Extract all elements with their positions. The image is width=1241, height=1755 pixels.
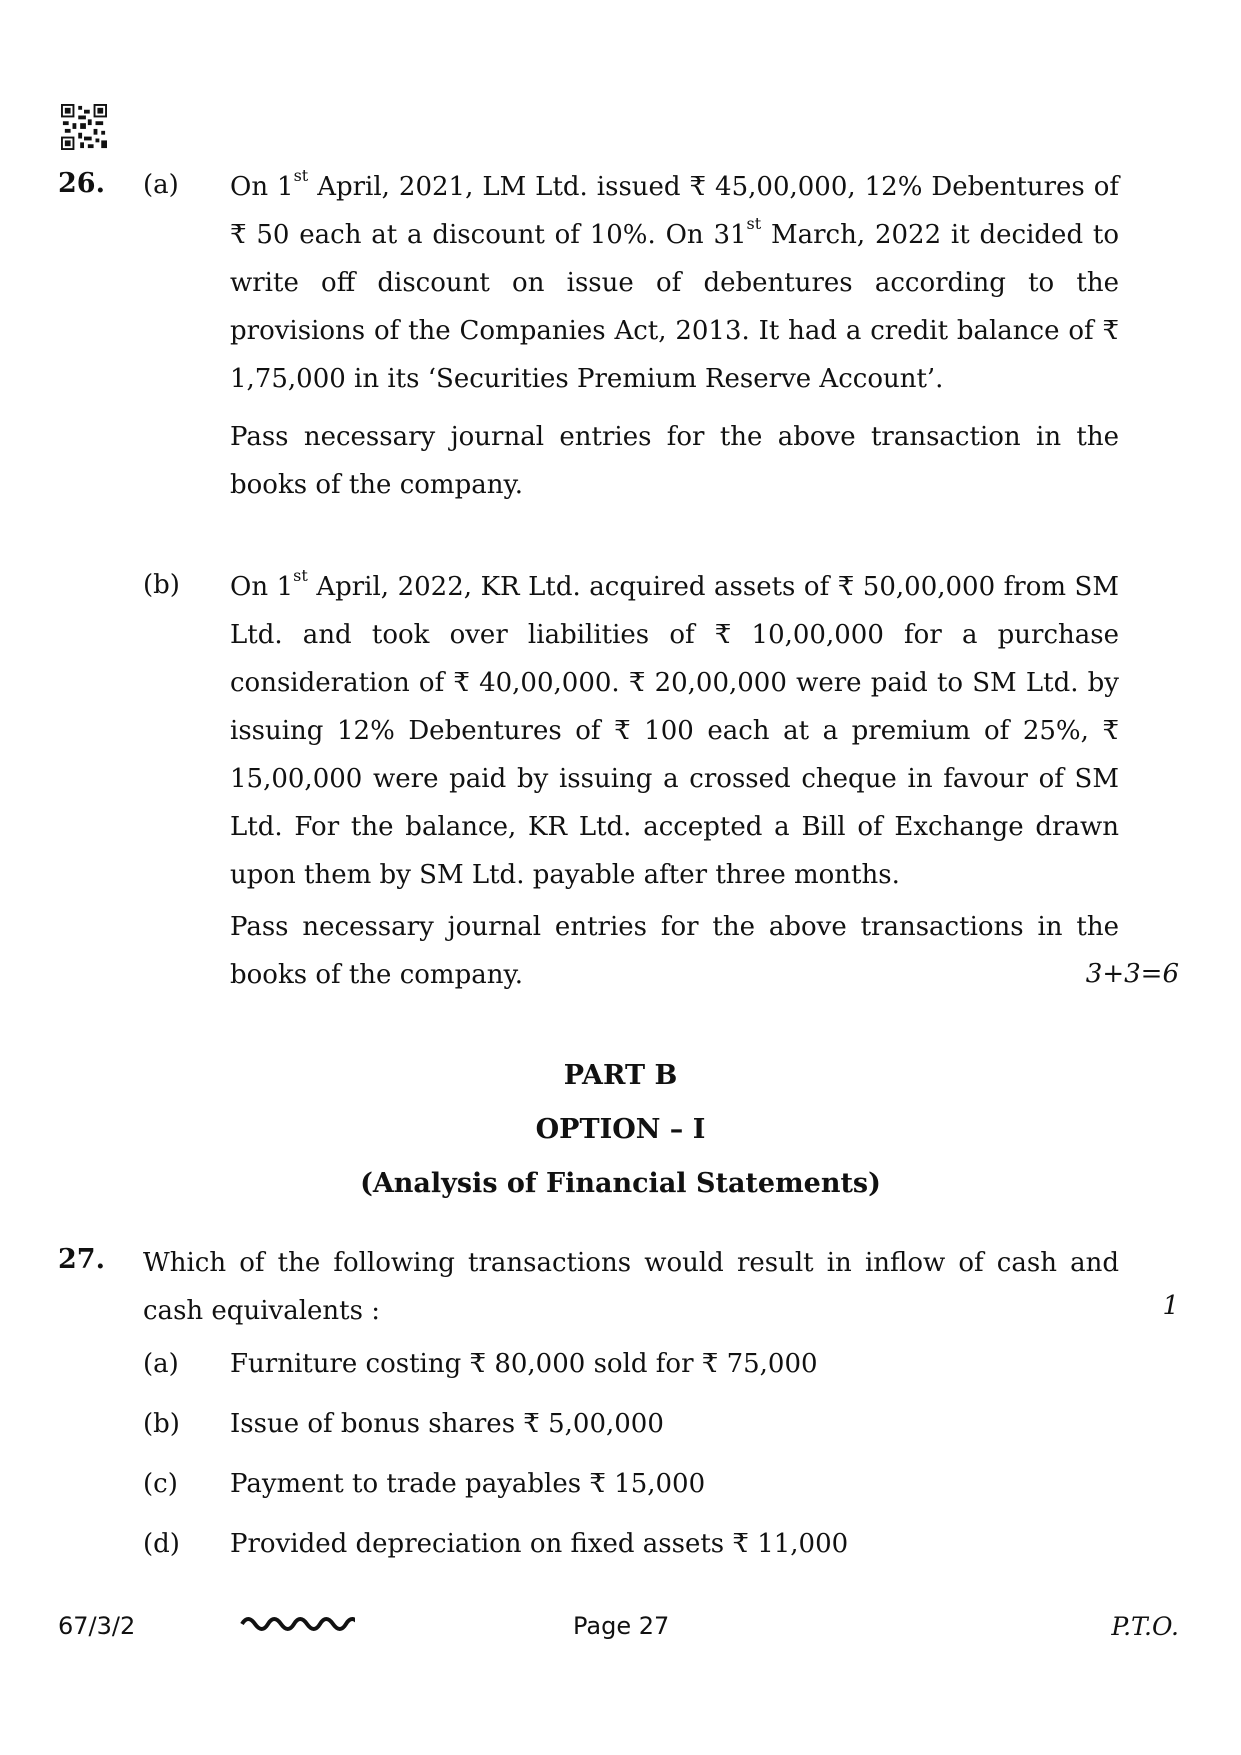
section-subtitle: (Analysis of Financial Statements) [360,1168,881,1199]
tilde-ornament-icon [240,1608,355,1638]
q26-part-b-instruction: Pass necessary journal entries for the above transactions in the books of the company. [230,912,1119,990]
q27-option-c-text: Payment to trade payables ₹ 15,000 [230,1469,706,1499]
qr-code-icon [60,104,108,150]
q26-marks: 3+3=6 [1085,959,1179,989]
q26-part-a-text: On 1st April, 2021, LM Ltd. issued ₹ 45,00,000, 12% Debentures of ₹ 50 each at a discount of 10%. On 31st March, 2022 it decided to write off discount on issue of debentures according to the provisions of the Companies Act, 2013. It had a credit balance of ₹ 1,75,000 in its ‘Securities Premium Reserve Account’. [230,166,1119,394]
question-26-number: 26. [58,168,105,199]
paper-code: 67/3/2 [58,1612,136,1640]
please-turn-over: P.T.O. [1111,1612,1179,1641]
q27-option-b-text: Issue of bonus shares ₹ 5,00,000 [230,1409,664,1439]
q27-option-b-label: (b) [143,1409,180,1439]
q26-part-b-text: On 1st April, 2022, KR Ltd. acquired assets of ₹ 50,00,000 from SM Ltd. and took over liabilities of ₹ 10,00,000 for a purchase consideration of ₹ 40,00,000. ₹ 20,00,000 were paid to SM Ltd. by issuing 12% Debentures of ₹ 100 each at a premium of 25%, ₹ 15,00,000 were paid by issuing a crossed cheque in favour of SM Ltd. For the balance, KR Ltd. accepted a Bill of Exchange drawn upon them by SM Ltd. payable after three months. [230,566,1119,890]
q26-part-b-label: (b) [143,570,180,600]
q26-part-a-instruction: Pass necessary journal entries for the above transaction in the books of the company. [230,422,1119,500]
q27-option-d-text: Provided depreciation on fixed assets ₹ 11,000 [230,1529,849,1559]
q27-question: Which of the following transactions would result in inflow of cash and cash equivalents : [143,1248,1119,1326]
q27-option-d-label: (d) [143,1529,180,1559]
option-title: OPTION – I [535,1114,706,1145]
q27-option-c-label: (c) [143,1469,178,1499]
q27-option-a-text: Furniture costing ₹ 80,000 sold for ₹ 75,000 [230,1349,818,1379]
q27-option-a-label: (a) [143,1349,179,1379]
question-27-number: 27. [58,1244,105,1275]
part-title: PART B [563,1060,678,1091]
page-number: Page 27 [573,1612,670,1640]
q26-part-a-label: (a) [143,170,179,200]
q27-marks: 1 [1162,1291,1179,1321]
